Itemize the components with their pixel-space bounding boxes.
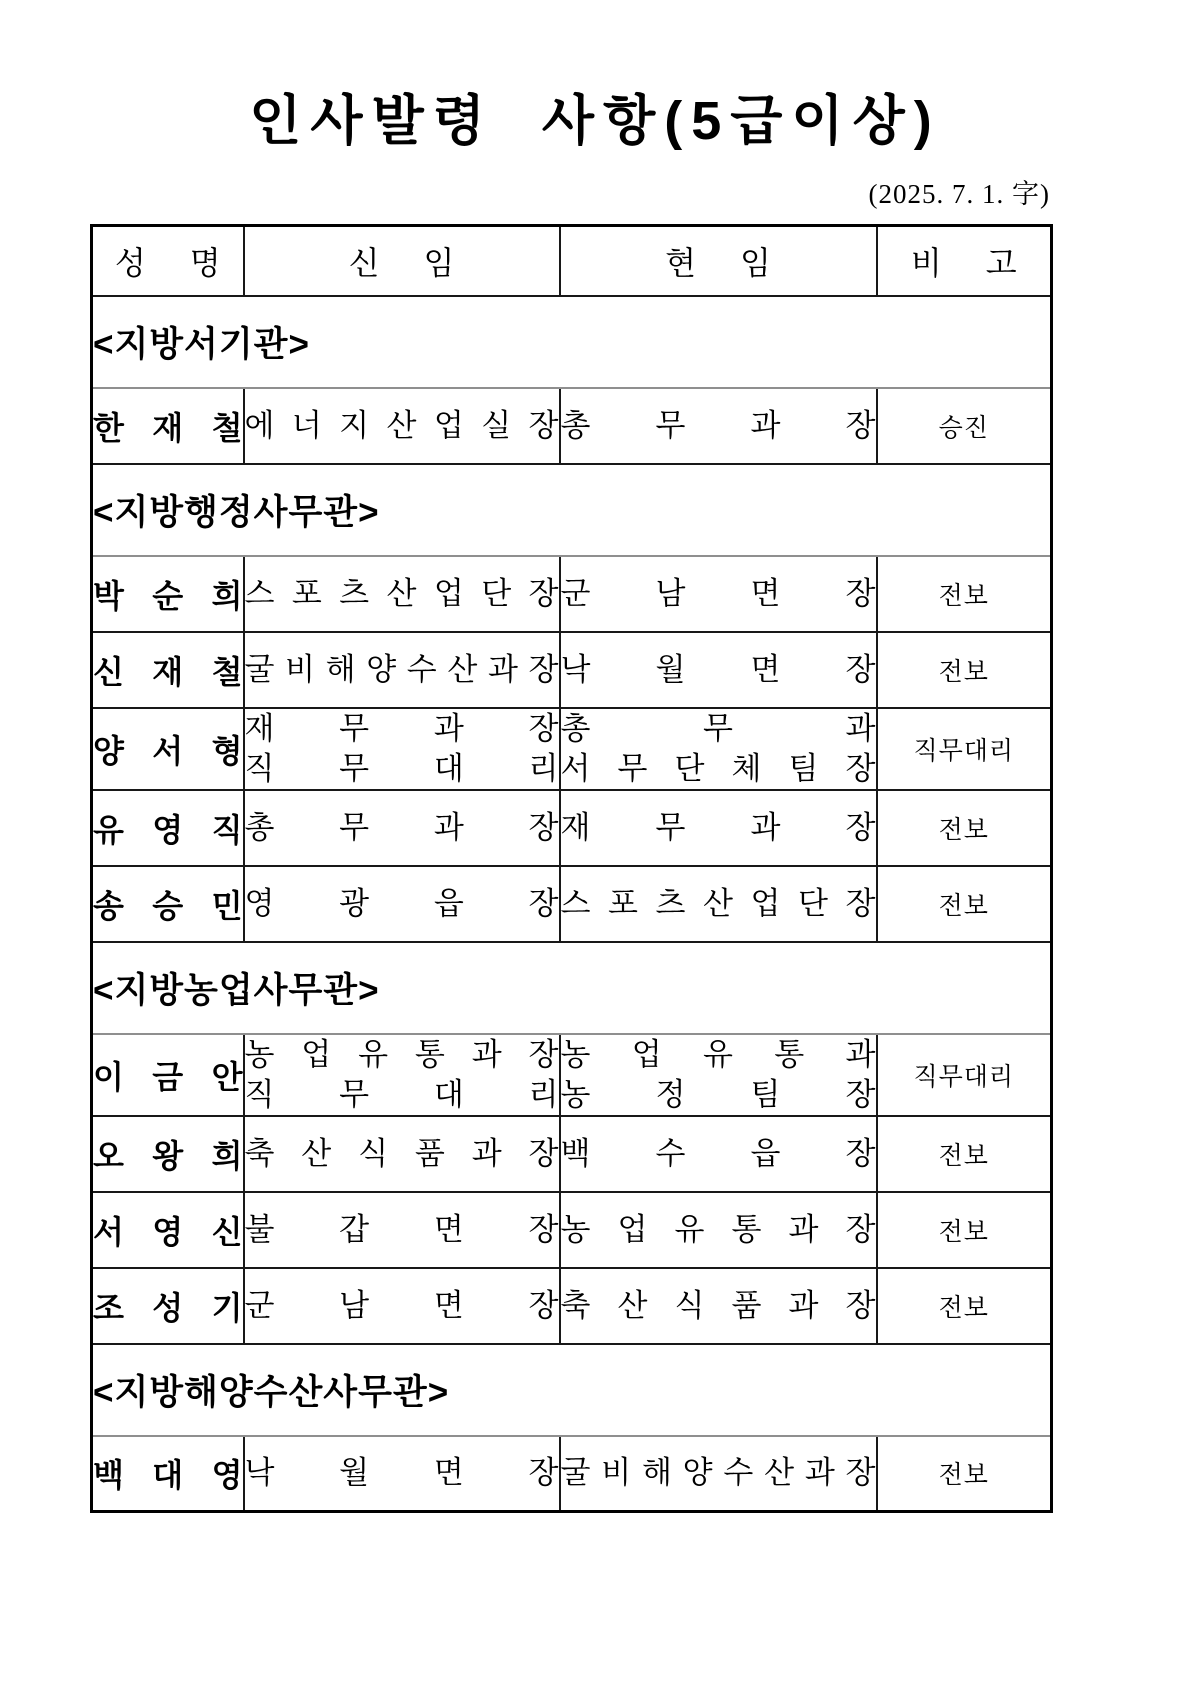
entry-current-position	[560, 790, 877, 866]
position-line: 낙 월 면 장	[244, 1455, 559, 1491]
entry-remark: 전보	[877, 1116, 1052, 1192]
entry-remark: 전보	[877, 1268, 1052, 1344]
header-remark: 비 고	[877, 226, 1052, 296]
entry-row	[92, 1034, 1052, 1116]
entry-new-position	[244, 388, 560, 464]
position-line: 축 산 식 품 과 장	[560, 1287, 876, 1323]
entry-name: 유 영 직	[92, 790, 244, 866]
entry-remark: 직무대리	[877, 708, 1052, 790]
document-date: (2025. 7. 1. 字)	[868, 179, 1050, 209]
entry-new-position	[244, 1034, 560, 1116]
entry-current-position	[560, 1116, 877, 1192]
entry-current-position	[560, 1192, 877, 1268]
entry-new-position	[244, 790, 560, 866]
position-line: 직 무 대 리	[244, 1076, 559, 1112]
position-line: 스 포 츠 산 업 단 장	[244, 575, 559, 611]
position-line: 총 무 과	[560, 710, 876, 746]
position-line: 총 무 과 장	[244, 809, 559, 845]
entry-name: 서 영 신	[92, 1192, 244, 1268]
position-line: 재 무 과 장	[560, 809, 876, 845]
appointments-table	[90, 224, 1053, 1513]
entry-current-position	[560, 632, 877, 708]
section-row	[92, 296, 1052, 388]
position-line: 농 업 유 통 과 장	[560, 1211, 876, 1247]
entry-row	[92, 1268, 1052, 1344]
entry-name: 오 왕 희	[92, 1116, 244, 1192]
entry-current-position	[560, 556, 877, 632]
table-body	[92, 296, 1052, 1512]
entry-new-position	[244, 1436, 560, 1512]
header-row	[92, 226, 1052, 296]
entry-current-position	[560, 708, 877, 790]
entry-row	[92, 556, 1052, 632]
position-line: 서 무 단 체 팀 장	[560, 750, 876, 786]
entry-name: 신 재 철	[92, 632, 244, 708]
position-line: 축 산 식 품 과 장	[244, 1135, 559, 1171]
entry-row	[92, 708, 1052, 790]
entry-remark: 전보	[877, 1436, 1052, 1512]
header-current-position: 현 임	[560, 226, 877, 296]
table-header	[92, 226, 1052, 296]
section-label: <지방행정사무관>	[92, 464, 1052, 556]
entry-row	[92, 1116, 1052, 1192]
position-line: 농 업 유 통 과	[560, 1036, 876, 1072]
entry-name: 박 순 희	[92, 556, 244, 632]
entry-remark: 전보	[877, 556, 1052, 632]
position-line: 낙 월 면 장	[560, 651, 876, 687]
position-line: 영 광 읍 장	[244, 885, 559, 921]
entry-remark: 전보	[877, 1192, 1052, 1268]
entry-name: 이 금 안	[92, 1034, 244, 1116]
header-new-position: 신 임	[244, 226, 560, 296]
section-label: <지방해양수산사무관>	[92, 1344, 1052, 1436]
entry-name: 양 서 형	[92, 708, 244, 790]
section-row	[92, 464, 1052, 556]
entry-name: 조 성 기	[92, 1268, 244, 1344]
entry-row	[92, 632, 1052, 708]
position-line: 굴 비 해 양 수 산 과 장	[244, 651, 559, 687]
entry-row	[92, 1192, 1052, 1268]
entry-remark: 직무대리	[877, 1034, 1052, 1116]
entry-row	[92, 866, 1052, 942]
section-row	[92, 1344, 1052, 1436]
entry-name: 백 대 영	[92, 1436, 244, 1512]
entry-current-position	[560, 1268, 877, 1344]
entry-row	[92, 790, 1052, 866]
entry-current-position	[560, 1034, 877, 1116]
entry-new-position	[244, 1116, 560, 1192]
entry-row	[92, 388, 1052, 464]
entry-current-position	[560, 388, 877, 464]
section-label: <지방농업사무관>	[92, 942, 1052, 1034]
entry-name: 한 재 철	[92, 388, 244, 464]
section-label: <지방서기관>	[92, 296, 1052, 388]
entry-remark: 전보	[877, 632, 1052, 708]
position-line: 굴 비 해 양 수 산 과 장	[560, 1455, 876, 1491]
entry-remark: 전보	[877, 866, 1052, 942]
position-line: 불 갑 면 장	[244, 1211, 559, 1247]
position-line: 군 남 면 장	[244, 1287, 559, 1323]
position-line: 직 무 대 리	[244, 750, 559, 786]
entry-remark: 승진	[877, 388, 1052, 464]
entry-new-position	[244, 556, 560, 632]
document-title: 인사발령 사항(5급이상)	[249, 91, 941, 151]
entry-new-position	[244, 1192, 560, 1268]
entry-row	[92, 1436, 1052, 1512]
position-line: 군 남 면 장	[560, 575, 876, 611]
entry-new-position	[244, 632, 560, 708]
entry-new-position	[244, 1268, 560, 1344]
entry-new-position	[244, 866, 560, 942]
position-line: 총 무 과 장	[560, 407, 876, 443]
header-name: 성 명	[92, 226, 244, 296]
position-line: 백 수 읍 장	[560, 1135, 876, 1171]
entry-current-position	[560, 866, 877, 942]
entry-new-position	[244, 708, 560, 790]
position-line: 농 업 유 통 과 장	[244, 1036, 559, 1072]
entry-name: 송 승 민	[92, 866, 244, 942]
entry-current-position	[560, 1436, 877, 1512]
position-line: 에 너 지 산 업 실 장	[244, 407, 559, 443]
entry-remark: 전보	[877, 790, 1052, 866]
section-row	[92, 942, 1052, 1034]
position-line: 농 정 팀 장	[560, 1076, 876, 1112]
position-line: 재 무 과 장	[244, 710, 559, 746]
position-line: 스 포 츠 산 업 단 장	[560, 885, 876, 921]
